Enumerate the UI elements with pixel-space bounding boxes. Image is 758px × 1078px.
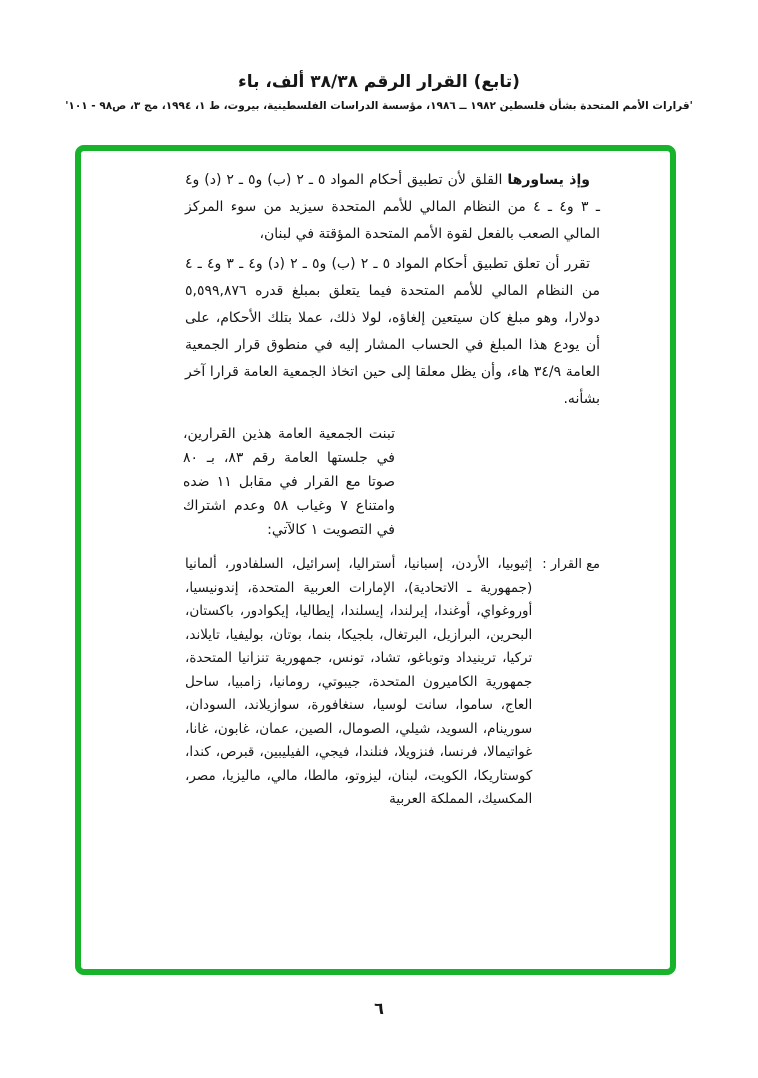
vote-label: مع القرار : (542, 557, 600, 572)
highlight-frame (75, 145, 676, 975)
page-title: (تابع) القرار الرقم ٣٨/٣٨ ألف، باء (238, 72, 520, 92)
source-citation: 'قرارات الأمم المتحدة بشأن فلسطين ١٩٨٢ ــ ١٩٨٦، مؤسسة الدراسات الفلسطينية، بيروت، ط ١، ١٩٩٤، مج ٣، ص٩٨ - ١٠١' (65, 100, 693, 112)
preamble-paragraph (185, 167, 600, 248)
vote-countries-list: إثيوبيا، الأردن، إسبانيا، أستراليا، إسرائيل، السلفادور، ألمانيا (جمهورية ـ الاتحادية)، الإمارات العربية المتحدة، إندونيسيا، أوروغواي، أوغندا، إيرلندا، إيسلندا، إيطاليا، إيكوادور، باكستان، البحرين، البرازيل، البرتغال، بلجيكا، بنما، بوتان، بوليفيا، تايلاند، تركيا، ترينيداد وتوباغو، تشاد، تونس، جمهورية تنزانيا المتحدة، جمهورية الكاميرون المتحدة، جيبوتي، رومانيا، زامبيا، ساحل العاج، ساموا، سانت لوسيا، سنغافورة، سوازيلاند، السودان، سورينام، السويد، شيلي، الصومال، الصين، عمان، غابون، غانا، غواتيمالا، فرنسا، فنزويلا، فنلندا، فيجي، الفيليبين، قبرص، كندا، كوستاريكا، الكويت، لبنان، ليزوتو، مالطا، مالي، ماليزيا، مصر، المكسيك، المملكة العربية (185, 556, 533, 807)
vote-record (185, 553, 600, 812)
adoption-note: تبنت الجمعية العامة هذين القرارين، في جلستها العامة رقم ٨٣، بـ ٨٠ صوتا مع القرار في مقابل ١١ ضده وامتناع ٧ وغياب ٥٨ وعدم اشتراك في التصويت ١ كالآتي: (183, 426, 396, 538)
operative-text: أن تعلق تطبيق أحكام المواد ٥ ـ ٢ (ب) و٥ ـ ٢ (د) و٤ ـ ٣ و٤ ـ ٤ من النظام المالي للأمم المتحدة فيما يتعلق بمبلغ قدره ٥,٥٩٩,٨٧٦ دولارا، وهو مبلغ كان سيتعين إلغاؤه، لولا ذلك، عملا بتلك الأحكام، على أن يودع هذا المبلغ في الحساب المشار إليه في منطوق قرار الجمعية العامة ٣٤/٩ هاء، وأن يظل معلقا إلى حين اتخاذ الجمعية العامة قرارا آخر بشأنه. (185, 256, 600, 407)
page-number: ٦ (374, 999, 384, 1018)
operative-lead: تقرر (564, 256, 590, 272)
operative-paragraph (185, 251, 600, 413)
preamble-lead: وإذ يساورها (507, 172, 590, 188)
doc-header (0, 72, 758, 112)
preamble-text: القلق لأن تطبيق أحكام المواد ٥ ـ ٢ (ب) و٥ ـ ٢ (د) و٤ ـ ٣ و٤ ـ ٤ من النظام المالي للأمم المتحدة سيزيد من سوء المركز المالي الصعب بالفعل لقوة الأمم المتحدة المؤقتة في لبنان، (185, 172, 600, 242)
